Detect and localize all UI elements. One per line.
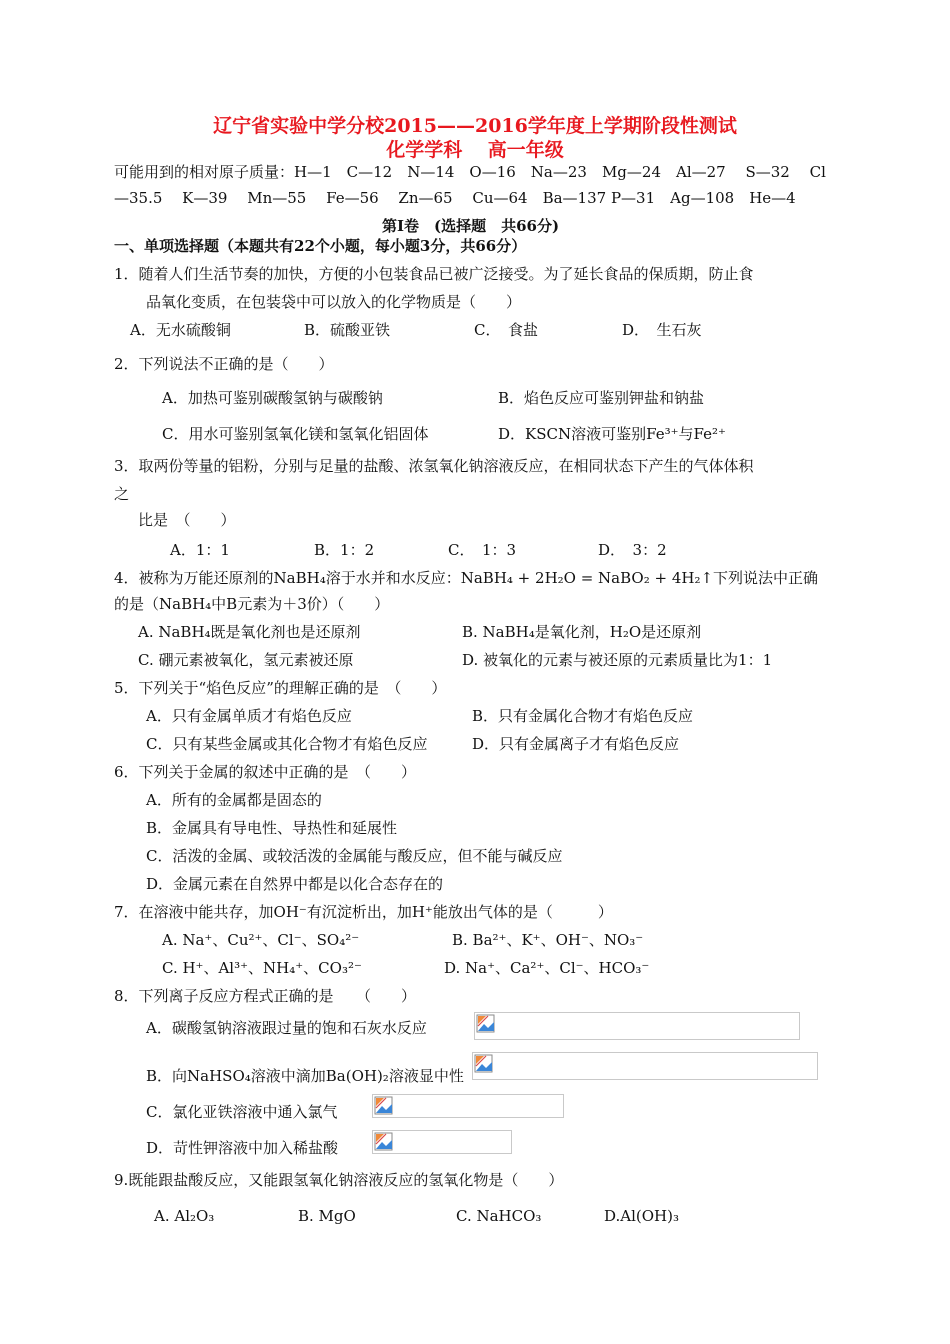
q6-stem: 6．下列关于金属的叙述中正确的是 （ ） bbox=[114, 763, 417, 781]
q6-option-a: A．所有的金属都是固态的 bbox=[146, 791, 322, 809]
q6-option-b: B．金属具有导电性、导热性和延展性 bbox=[146, 819, 398, 837]
q5-option-c: C．只有某些金属或其化合物才有焰色反应 bbox=[146, 735, 428, 753]
q1-stem-line-1: 1．随着人们生活节奏的加快，方便的小包装食品已被广泛接受。为了延长食品的保质期，防止食 bbox=[114, 265, 754, 283]
q4-stem-line-1: 4．被称为万能还原剂的NaBH₄溶于水并和水反应：NaBH₄ + 2H₂O = NaBO₂ + 4H₂↑下列说法中正确 bbox=[114, 569, 819, 587]
q1-option-b: B．硫酸亚铁 bbox=[304, 321, 391, 339]
exam-title: 辽宁省实验中学分校2015——2016学年度上学期阶段性测试 bbox=[213, 115, 737, 137]
q3-stem-line-3: 比是 （ ） bbox=[138, 511, 236, 529]
broken-image-icon bbox=[374, 1096, 394, 1116]
q4-option-b: B. NaBH₄是氧化剂，H₂O是还原剂 bbox=[462, 623, 702, 641]
q8-option-d: D．苛性钾溶液中加入稀盐酸 bbox=[146, 1139, 339, 1157]
q3-option-c: C． 1：3 bbox=[448, 541, 517, 559]
equation-image-placeholder bbox=[472, 1052, 818, 1080]
q9-option-c: C. NaHCO₃ bbox=[456, 1207, 542, 1225]
q3-option-d: D． 3：2 bbox=[598, 541, 667, 559]
q9-option-b: B. MgO bbox=[298, 1207, 356, 1225]
q3-stem-line-2: 之 bbox=[114, 485, 130, 503]
q8-option-b: B．向NaHSO₄溶液中滴加Ba(OH)₂溶液显中性 bbox=[146, 1067, 464, 1085]
q7-option-a: A. Na⁺、Cu²⁺、Cl⁻、SO₄²⁻ bbox=[162, 931, 360, 949]
q8-stem: 8．下列离子反应方程式正确的是 （ ） bbox=[114, 987, 417, 1005]
equation-image-placeholder bbox=[372, 1094, 564, 1118]
q5-option-a: A．只有金属单质才有焰色反应 bbox=[146, 707, 352, 725]
q7-option-d: D. Na⁺、Ca²⁺、Cl⁻、HCO₃⁻ bbox=[444, 959, 650, 977]
equation-image-placeholder bbox=[372, 1130, 512, 1154]
q2-option-a: A．加热可鉴别碳酸氢钠与碳酸钠 bbox=[162, 389, 383, 407]
broken-image-icon bbox=[476, 1014, 496, 1034]
equation-image-placeholder bbox=[474, 1012, 800, 1040]
q4-option-c: C. 硼元素被氧化，氢元素被还原 bbox=[138, 651, 354, 669]
atomic-mass-line-2: —35.5 K—39 Mn—55 Fe—56 Zn—65 Cu—64 Ba—137 P—31 Ag—108 He—4 bbox=[114, 189, 796, 207]
q7-option-c: C. H⁺、Al³⁺、NH₄⁺、CO₃²⁻ bbox=[162, 959, 362, 977]
q5-stem: 5．下列关于“焰色反应”的理解正确的是 （ ） bbox=[114, 679, 447, 697]
q8-option-c: C．氯化亚铁溶液中通入氯气 bbox=[146, 1103, 338, 1121]
exam-subtitle: 化学学科 高一年级 bbox=[386, 139, 564, 161]
q6-option-d: D．金属元素在自然界中都是以化合态存在的 bbox=[146, 875, 444, 893]
q3-stem-line-1: 3．取两份等量的铝粉，分别与足量的盐酸、浓氢氧化钠溶液反应，在相同状态下产生的气体体积 bbox=[114, 457, 754, 475]
q2-option-c: C．用水可鉴别氢氧化镁和氢氧化铝固体 bbox=[162, 425, 429, 443]
q5-option-b: B．只有金属化合物才有焰色反应 bbox=[472, 707, 694, 725]
q1-stem-line-2: 品氧化变质，在包装袋中可以放入的化学物质是（ ） bbox=[146, 293, 522, 311]
q9-stem: 9.既能跟盐酸反应，又能跟氢氧化钠溶液反应的氢氧化物是（ ） bbox=[114, 1171, 564, 1189]
q4-option-a: A. NaBH₄既是氧化剂也是还原剂 bbox=[138, 623, 361, 641]
part-title: 一、单项选择题（本题共有22个小题，每小题3分，共66分） bbox=[114, 237, 527, 255]
q9-option-a: A. Al₂O₃ bbox=[154, 1207, 215, 1225]
q1-option-c: C． 食盐 bbox=[474, 321, 538, 339]
broken-image-icon bbox=[374, 1132, 394, 1152]
atomic-mass-line-1: 可能用到的相对原子质量：H—1 C—12 N—14 O—16 Na—23 Mg—24 Al—27 S—32 Cl bbox=[114, 163, 826, 181]
q7-stem: 7．在溶液中能共存，加OH⁻有沉淀析出，加H⁺能放出气体的是（ ） bbox=[114, 903, 613, 921]
q4-stem-line-2: 的是（NaBH₄中B元素为＋3价）（ ） bbox=[114, 595, 390, 613]
q9-option-d: D.Al(OH)₃ bbox=[604, 1207, 679, 1225]
q3-option-b: B．1：2 bbox=[314, 541, 375, 559]
q3-option-a: A．1：1 bbox=[170, 541, 230, 559]
volume-title: 第Ⅰ卷 (选择题 共66分) bbox=[382, 217, 560, 235]
broken-image-icon bbox=[474, 1054, 494, 1074]
q1-option-d: D． 生石灰 bbox=[622, 321, 702, 339]
q4-option-d: D. 被氧化的元素与被还原的元素质量比为1：1 bbox=[462, 651, 773, 669]
q7-option-b: B. Ba²⁺、K⁺、OH⁻、NO₃⁻ bbox=[452, 931, 644, 949]
q8-option-a: A．碳酸氢钠溶液跟过量的饱和石灰水反应 bbox=[146, 1019, 427, 1037]
q2-stem: 2．下列说法不正确的是（ ） bbox=[114, 355, 334, 373]
q6-option-c: C．活泼的金属、或较活泼的金属能与酸反应，但不能与碱反应 bbox=[146, 847, 563, 865]
q5-option-d: D．只有金属离子才有焰色反应 bbox=[472, 735, 680, 753]
q2-option-d: D．KSCN溶液可鉴别Fe³⁺与Fe²⁺ bbox=[498, 425, 726, 443]
q1-option-a: A．无水硫酸铜 bbox=[130, 321, 231, 339]
q2-option-b: B．焰色反应可鉴别钾盐和钠盐 bbox=[498, 389, 705, 407]
